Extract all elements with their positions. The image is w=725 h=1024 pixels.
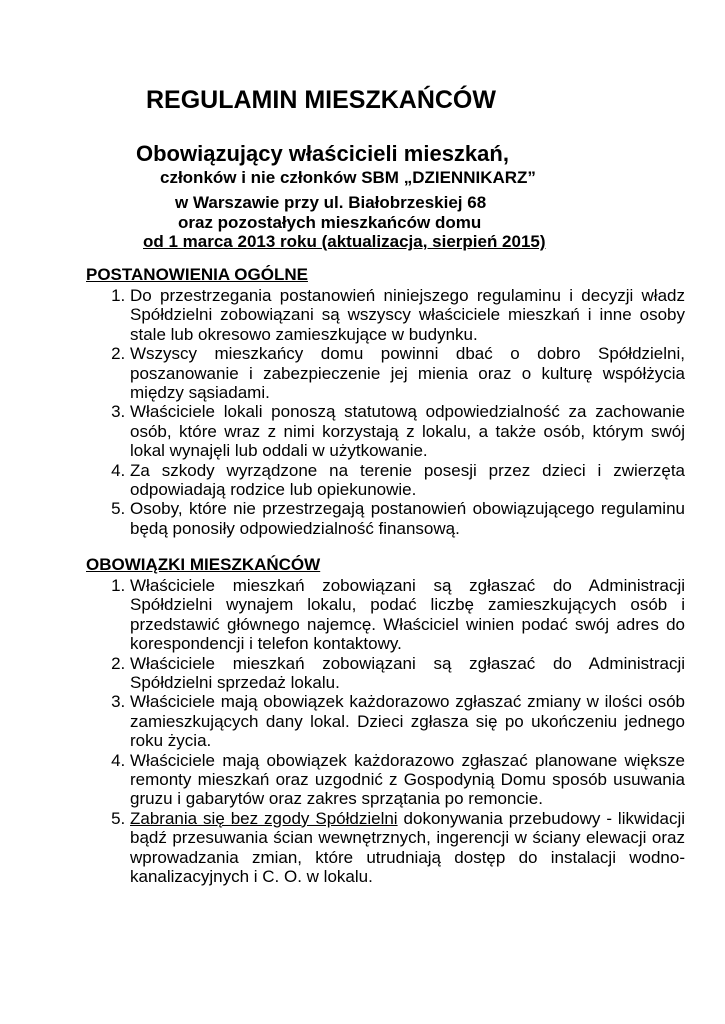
subtitle-line-2: członków i nie członków SBM „DZIENNIKARZ” — [160, 168, 536, 187]
subtitle-line-1: Obowiązujący właścicieli mieszkań, — [136, 141, 509, 166]
list-item: 2. Wszyscy mieszkańcy domu powinni dbać o dobro Spółdzielni, poszanowanie i zabezpieczenie jej mienia oraz o kulturę współżycia między sąsiadami. — [130, 344, 685, 402]
list-item: 5. Osoby, które nie przestrzegają postanowień obowiązującego regulaminu będą ponosiły odpowiedzialność finansową. — [130, 499, 685, 538]
list-item — [130, 809, 685, 887]
list-item: 3. Właściciele lokali ponoszą statutową odpowiedzialność za zachowanie osób, które wraz z nimi korzystają z lokalu, a także osób, którym swój lokal wynajęli lub oddali w użytkowanie. — [130, 402, 685, 460]
resident-duties-list — [86, 576, 685, 887]
section-heading-general: POSTANOWIENIA OGÓLNE — [86, 265, 308, 284]
list-item: 1. Właściciele mieszkań zobowiązani są zgłaszać do Administracji Spółdzielni wynajem lokalu, podać liczbę zamieszkujących osób i przedstawić głównego najemcę. Właściciel winien podać swój adres do korespondencji i telefon kontaktowy. — [130, 576, 685, 654]
document-title: REGULAMIN MIESZKAŃCÓW — [146, 86, 496, 114]
subtitle-line-5: od 1 marca 2013 roku (aktualizacja, sierpień 2015) — [143, 232, 546, 251]
general-provisions-list — [86, 286, 685, 538]
list-item: 1. Do przestrzegania postanowień niniejszego regulaminu i decyzji władz Spółdzielni zobowiązani są wszyscy właściciele mieszkań i inne osoby stale lub okresowo zamieszkujące w budynku. — [130, 286, 685, 344]
list-item: 4. Właściciele mają obowiązek każdorazowo zgłaszać planowane większe remonty mieszkań oraz uzgodnić z Gospodynią Domu sposób usuwania gruzu i gabarytów oraz zakres sprzątania po remoncie. — [130, 751, 685, 809]
list-item: 4. Za szkody wyrządzone na terenie posesji przez dzieci i zwierzęta odpowiadają rodzice lub opiekunowie. — [130, 461, 685, 500]
list-item: 2. Właściciele mieszkań zobowiązani są zgłaszać do Administracji Spółdzielni sprzedaż lokalu. — [130, 654, 685, 693]
subtitle-line-3: w Warszawie przy ul. Białobrzeskiej 68 — [175, 193, 487, 212]
list-item: 3. Właściciele mają obowiązek każdorazowo zgłaszać zmiany w ilości osób zamieszkujących dany lokal. Dzieci zgłasza się po ukończeniu jednego roku życia. — [130, 692, 685, 750]
prohibition-text: dokonywania przebudowy - likwidacji bądź przesuwania ścian wewnętrznych, ingerencji w ściany elewacji oraz wprowadzania zmian, które utrudniają dostęp do instalacji wodno-kanalizacyjnych i C. O. w lokalu. — [130, 808, 685, 887]
subtitle-line-4: oraz pozostałych mieszkańców domu — [178, 213, 482, 232]
section-heading-duties: OBOWIĄZKI MIESZKAŃCÓW — [86, 555, 321, 574]
prohibition-underlined-text: Zabrania się bez zgody Spółdzielni — [130, 808, 398, 828]
